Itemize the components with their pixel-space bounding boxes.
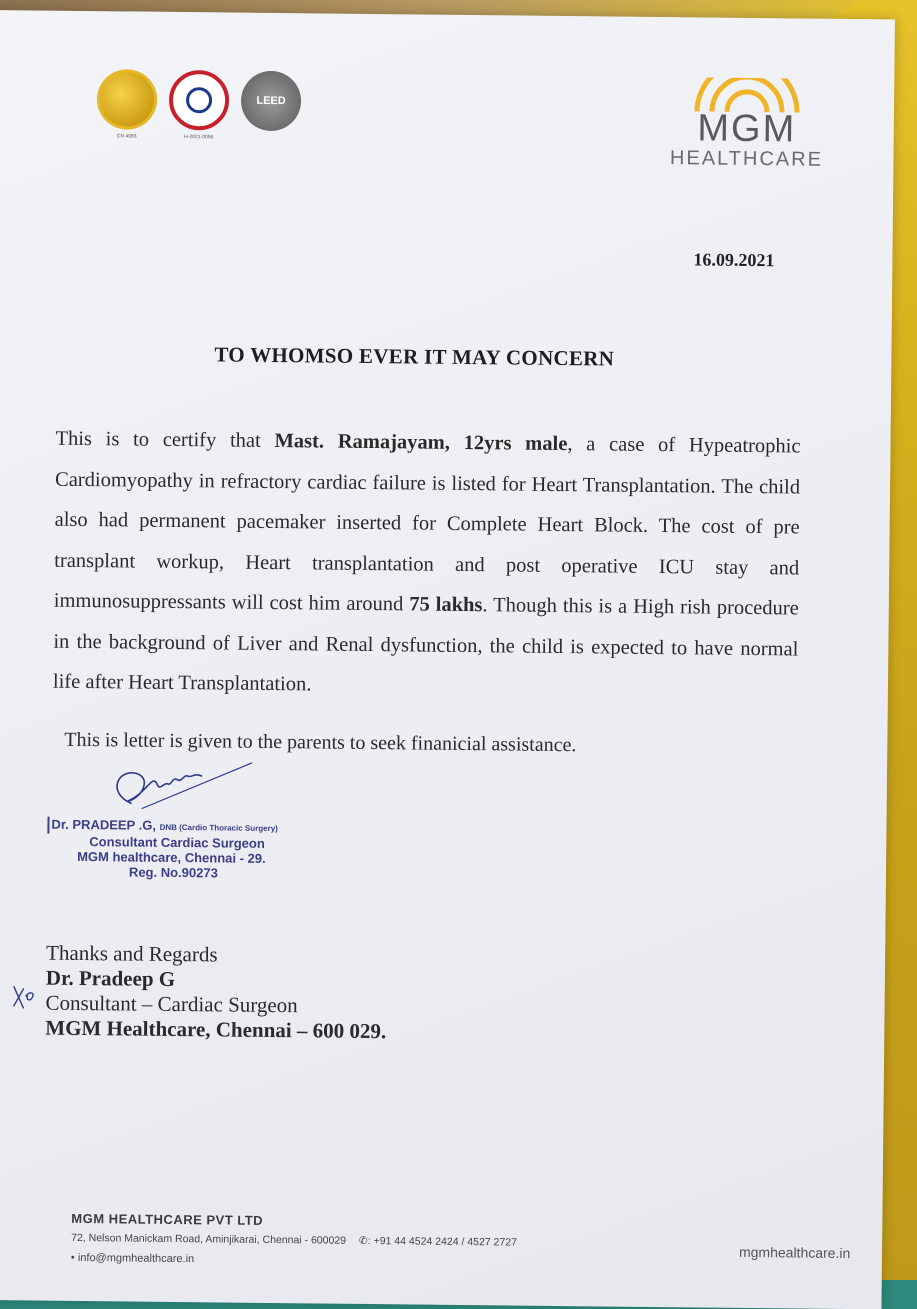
- regards-greeting: Thanks and Regards: [46, 940, 218, 967]
- seal-caption: H-2021-0056: [184, 134, 214, 141]
- handwritten-initials: [9, 982, 39, 1017]
- bullet-icon: •: [70, 1251, 78, 1264]
- letter-body: [53, 419, 801, 710]
- footer-address-row: [71, 1232, 517, 1249]
- footer-address: 72, Nelson Manickam Road, Aminjikarai, Chennai - 600029: [71, 1231, 347, 1247]
- closing-line: This is letter is given to the parents to seek finanicial assistance.: [64, 728, 577, 757]
- footer-company: MGM HEALTHCARE PVT LTD: [71, 1210, 264, 1228]
- regards-title: Consultant – Cardiac Surgeon: [45, 990, 298, 1018]
- footer-email-row: [71, 1252, 517, 1269]
- brand-subtitle: HEALTHCARE: [669, 147, 824, 171]
- body-text-2: , a case of Hypeatrophic Cardiomyopathy in refractory cardiac failure is listed for Heart Transplantation. The child also had permanent pacemaker inserted for Complete Heart Block. The cost of pre transplant workup, Heart transplantation and post operative ICU stay and immunosuppressants will cost him around: [53, 433, 801, 616]
- regards-org: MGM Healthcare, Chennai – 600 029.: [45, 1015, 387, 1044]
- footer-phone-row: [359, 1235, 517, 1249]
- seal-gold-wrap: [97, 69, 158, 140]
- stamp-doctor-name: Dr. PRADEEP .G,: [51, 816, 157, 833]
- gold-seal-icon: [97, 69, 158, 130]
- body-text-1: This is to certify that: [55, 427, 275, 453]
- footer-website: mgmhealthcare.in: [738, 1243, 851, 1262]
- doctor-stamp: [47, 817, 348, 882]
- seal-nabh-wrap: [169, 70, 230, 141]
- nabh-seal-icon: [169, 70, 230, 131]
- stamp-qualification: DNB (Cardio Thoracic Surgery): [159, 822, 278, 834]
- cost-amount: 75 lakhs: [409, 593, 483, 617]
- stamp-line-3: MGM healthcare, Chennai - 29.: [77, 848, 266, 866]
- leed-seal-text: LEED: [256, 94, 286, 108]
- leed-seal-icon: [241, 71, 302, 132]
- footer-phone: : +91 44 4524 2424 / 4527 2727: [367, 1235, 518, 1249]
- seal-leed-wrap: [241, 71, 302, 132]
- signal-arcs-icon: [657, 77, 837, 117]
- body-text-3: . Though this is a High rish procedure in the background of Liver and Renal dysfunction, the child is expected to have normal life after Heart Transplantation.: [52, 594, 799, 696]
- brand-name: MGM: [697, 107, 797, 151]
- phone-icon: ✆: [358, 1234, 368, 1248]
- brand-logo: [656, 77, 837, 172]
- stamp-line-4: Reg. No.90273: [128, 864, 218, 881]
- accreditation-logos: [97, 69, 302, 141]
- regards-block: [45, 941, 387, 1045]
- letter-subject: TO WHOMSO EVER IT MAY CONCERN: [214, 342, 615, 371]
- letter-paper: [0, 10, 895, 1309]
- footer-email: info@mgmhealthcare.in: [77, 1251, 195, 1266]
- stamp-line-2: Consultant Cardiac Surgeon: [89, 834, 265, 851]
- letter-date: 16.09.2021: [693, 249, 775, 271]
- seal-caption: CN 4083: [116, 133, 137, 140]
- regards-name: Dr. Pradeep G: [45, 965, 176, 991]
- letter-footer: [71, 1211, 517, 1269]
- patient-details: Mast. Ramajayam, 12yrs male: [274, 430, 568, 456]
